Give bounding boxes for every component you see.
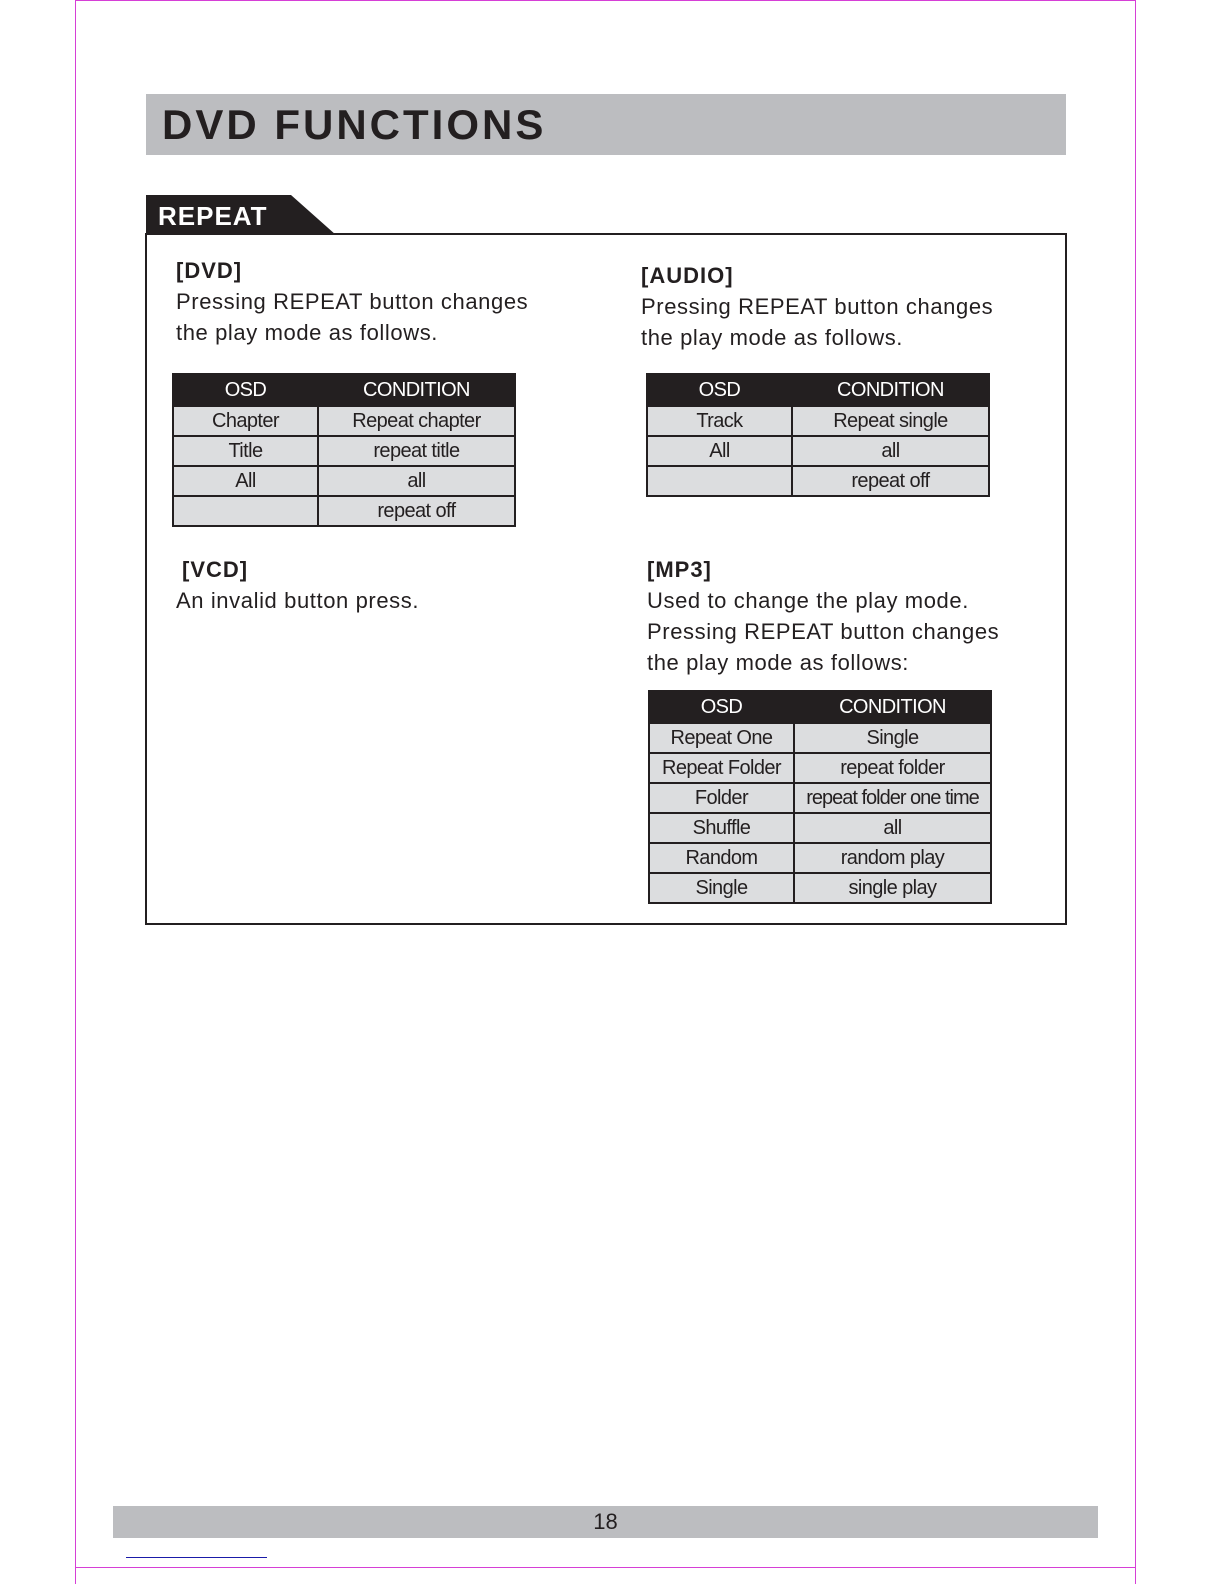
trim-line-bottom xyxy=(75,1567,1136,1568)
condition-cell: Single xyxy=(794,723,991,753)
osd-cell: Random xyxy=(649,843,794,873)
audio-text-line-1: Pressing REPEAT button changes xyxy=(641,294,994,319)
condition-cell: repeat title xyxy=(318,436,515,466)
mp3-text-line-2: Pressing REPEAT button changes xyxy=(647,619,1000,644)
section-tab xyxy=(146,195,336,235)
vcd-text-line-1: An invalid button press. xyxy=(176,588,420,613)
table-row xyxy=(173,406,515,436)
vcd-heading: [VCD] xyxy=(182,557,249,582)
osd-cell: Shuffle xyxy=(649,813,794,843)
mp3-heading: [MP3] xyxy=(647,557,712,582)
osd-cell: Chapter xyxy=(173,406,318,436)
osd-cell: All xyxy=(647,436,792,466)
osd-cell: Repeat One xyxy=(649,723,794,753)
condition-cell: Repeat single xyxy=(792,406,989,436)
mp3-osd-table xyxy=(648,690,992,904)
table-row xyxy=(647,406,989,436)
table-row xyxy=(647,436,989,466)
column-header-osd: OSD xyxy=(173,374,318,406)
trim-line-top xyxy=(75,0,1136,1)
table-row xyxy=(649,783,991,813)
dvd-text-line-2: the play mode as follows. xyxy=(176,320,439,345)
column-header-condition: CONDITION xyxy=(794,691,991,723)
osd-cell: Repeat Folder xyxy=(649,753,794,783)
section-label: REPEAT xyxy=(158,201,268,231)
osd-cell: Single xyxy=(649,873,794,903)
dvd-osd-table xyxy=(172,373,516,527)
trim-line-left xyxy=(75,0,76,1584)
table-row xyxy=(647,466,989,496)
condition-cell: all xyxy=(794,813,991,843)
osd-cell: Title xyxy=(173,436,318,466)
column-header-condition: CONDITION xyxy=(318,374,515,406)
table-header-row xyxy=(649,691,991,723)
condition-cell: all xyxy=(318,466,515,496)
audio-heading: [AUDIO] xyxy=(641,263,734,288)
osd-cell xyxy=(173,496,318,526)
audio-osd-table xyxy=(646,373,990,497)
column-header-condition: CONDITION xyxy=(792,374,989,406)
trim-line-right xyxy=(1135,0,1136,1584)
osd-cell: Track xyxy=(647,406,792,436)
table-row xyxy=(173,466,515,496)
table-row xyxy=(649,753,991,783)
column-header-osd: OSD xyxy=(649,691,794,723)
condition-cell: Repeat chapter xyxy=(318,406,515,436)
condition-cell: repeat off xyxy=(318,496,515,526)
condition-cell: all xyxy=(792,436,989,466)
footnote-rule xyxy=(126,1557,267,1558)
dvd-text-line-1: Pressing REPEAT button changes xyxy=(176,289,529,314)
footer-bar xyxy=(113,1506,1098,1538)
table-row xyxy=(649,873,991,903)
page-title: DVD FUNCTIONS xyxy=(162,101,547,148)
condition-cell: repeat folder one time xyxy=(794,783,991,813)
dvd-heading: [DVD] xyxy=(176,258,243,283)
mp3-text-line-3: the play mode as follows: xyxy=(647,650,910,675)
table-row xyxy=(649,813,991,843)
table-row xyxy=(173,436,515,466)
table-header-row xyxy=(173,374,515,406)
page-number: 18 xyxy=(593,1509,618,1534)
table-row xyxy=(173,496,515,526)
table-row xyxy=(649,723,991,753)
table-header-row xyxy=(647,374,989,406)
osd-cell: All xyxy=(173,466,318,496)
table-row xyxy=(649,843,991,873)
condition-cell: repeat off xyxy=(792,466,989,496)
condition-cell: single play xyxy=(794,873,991,903)
mp3-text-line-1: Used to change the play mode. xyxy=(647,588,969,613)
condition-cell: repeat folder xyxy=(794,753,991,783)
condition-cell: random play xyxy=(794,843,991,873)
osd-cell xyxy=(647,466,792,496)
audio-text-line-2: the play mode as follows. xyxy=(641,325,904,350)
osd-cell: Folder xyxy=(649,783,794,813)
column-header-osd: OSD xyxy=(647,374,792,406)
